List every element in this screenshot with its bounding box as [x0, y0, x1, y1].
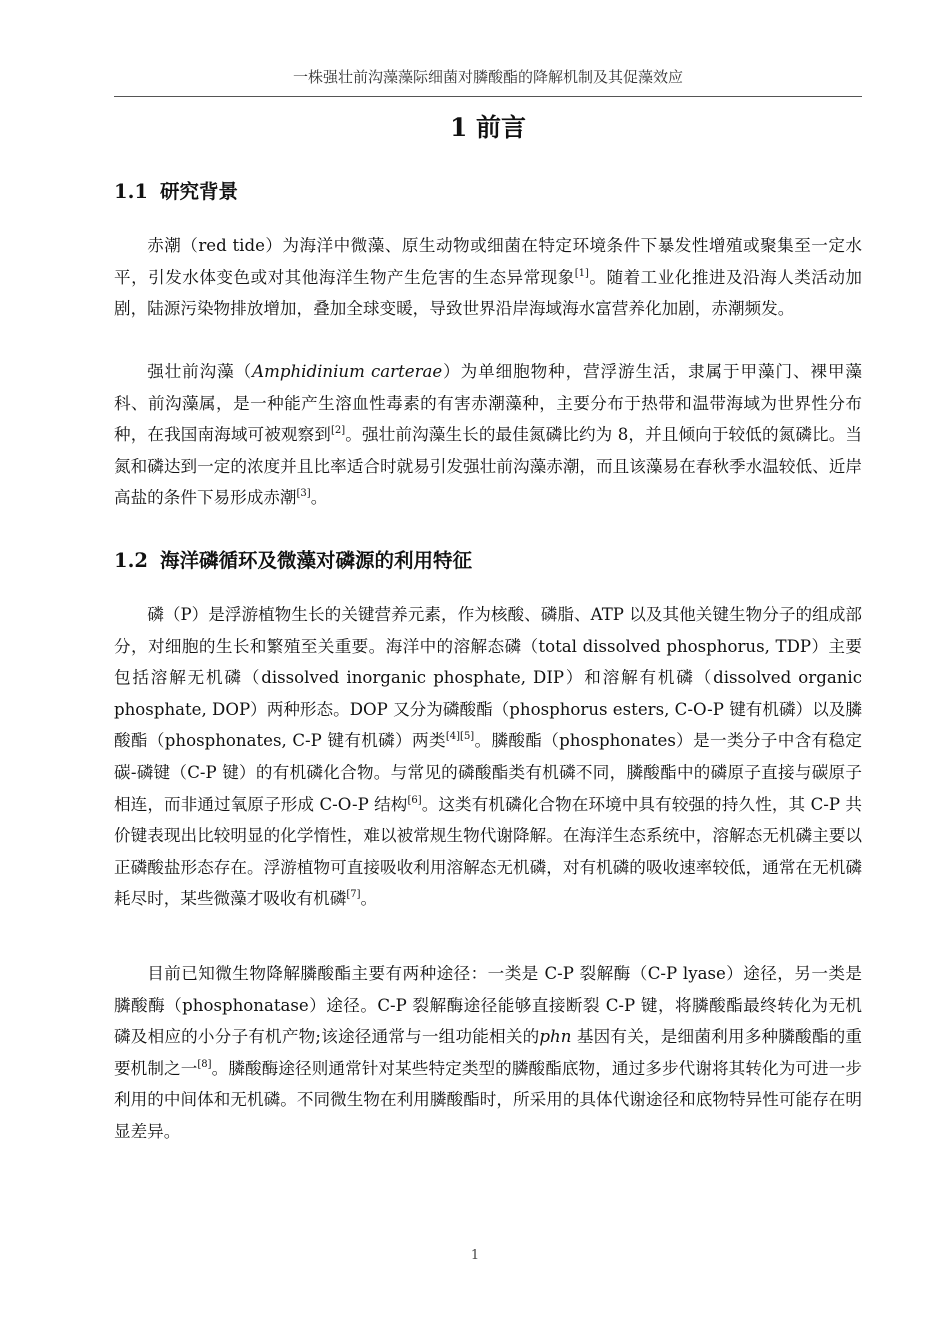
gene-name: phn: [539, 1027, 572, 1047]
header-divider: [114, 96, 862, 97]
paragraph-amphidinium: [114, 356, 862, 514]
paragraph-text: 赤潮（red tide）为海洋中微藻、原生动物或细菌在特定环境条件下暴发性增殖或聚集至一定水平，引发水体变色或对其他海洋生物产生危害的生态异常现象: [114, 236, 862, 287]
chapter-title: 1 前言: [449, 113, 527, 142]
species-name: Amphidinium carterae: [252, 362, 443, 381]
section-title: 海洋磷循环及微藻对磷源的利用特征: [159, 549, 472, 572]
section-number: 1.2: [114, 549, 148, 572]
paragraph-text: ）为单细胞物种，营浮游生活，隶属于甲藻门、裸甲藻科、前沟藻属，是一种能产生溶血性毒素的有害赤潮藻种，主要分布于热带和温带海域为世界性分布种，在我国南海域可被观察到: [114, 362, 863, 445]
citation: [3]: [296, 488, 311, 500]
section-heading-1-2: [114, 545, 472, 573]
paragraph-text: 。膦酸酯（phosphonates）是一类分子中含有稳定碳-磷键（C-P 键）的有机磷化合物。与常见的磷酸酯类有机磷不同，膦酸酯中的磷原子直接与碳原子相连，而非通过氧原子形成 C-O-P 结构: [114, 731, 862, 814]
paragraph-text: 基因有关，是细菌利用多种膦酸酯的重要机制之一: [114, 1027, 862, 1078]
running-header: 一株强壮前沟藻藻际细菌对膦酸酯的降解机制及其促藻效应: [292, 68, 683, 86]
paragraph-text: 。这类有机磷化合物在环境中具有较强的持久性，其 C-P 共价键表现出比较明显的化学惰性，难以被常规生物代谢降解。在海洋生态系统中，溶解态无机磷主要以正磷酸盐形态存在。浮游植物可直接吸收利用溶解态无机磷，对有机磷的吸收速率较低，通常在无机磷耗尽时，某些微藻才吸收有机磷: [114, 794, 862, 909]
paragraph-text: 。: [310, 488, 328, 508]
paragraph-text: 。随着工业化推进及沿海人类活动加剧，陆源污染物排放增加，叠加全球变暖，导致世界沿岸海域海水富营养化加剧，赤潮频发。: [114, 267, 863, 319]
paragraph-text: 。强壮前沟藻生长的最佳氮磷比约为 8，并且倾向于较低的氮磷比。当氮和磷达到一定的浓度并且比率适合时就易引发强壮前沟藻赤潮，而且该藻易在春秋季水温较低、近岸高盐的条件下易形成赤潮: [114, 425, 862, 508]
paragraph-text: 强壮前沟藻（: [147, 362, 253, 381]
paragraph-text: 。: [360, 889, 378, 909]
citation: [2]: [331, 425, 346, 437]
citation: [1]: [574, 267, 589, 279]
citation: [6]: [407, 794, 422, 806]
paragraph-text: 磷（P）是浮游植物生长的关键营养元素，作为核酸、磷脂、ATP 以及其他关键生物分子的组成部分，对细胞的生长和繁殖至关重要。海洋中的溶解态磷（total dissolved phosphorus, TDP）主要包括溶解无机磷（dissolved inorganic phosphate, DIP）和溶解有机磷（dissolved organic phosphate, DOP）两种形态。DOP 又分为磷酸酯（phosphorus esters, C-O-P 键有机磷）以及膦酸酯（phosphonates, C-P 键有机磷）两类: [114, 605, 862, 751]
section-title: 研究背景: [159, 180, 238, 203]
citation: [4][5]: [445, 731, 475, 743]
paragraph-phosphorus: [114, 599, 862, 915]
section-heading-1-1: [114, 176, 238, 204]
citation: [8]: [197, 1058, 212, 1070]
section-number: 1.1: [114, 180, 148, 203]
page-number: 1: [470, 1248, 480, 1263]
paragraph-red-tide: [114, 230, 862, 325]
paragraph-text: 。膦酸酶途径则通常针对某些特定类型的膦酸酯底物，通过多步代谢将其转化为可进一步利用的中间体和无机磷。不同微生物在利用膦酸酯时，所采用的具体代谢途径和底物特异性可能存在明显差异。: [114, 1058, 862, 1141]
paragraph-degradation-pathways: [114, 958, 862, 1148]
citation: [7]: [346, 889, 361, 901]
paragraph-text: 目前已知微生物降解膦酸酯主要有两种途径：一类是 C-P 裂解酶（C-P lyase）途径，另一类是膦酸酶（phosphonatase）途径。C-P 裂解酶途径能够直接断裂 C-P 键，将膦酸酯最终转化为无机磷及相应的小分子有机产物;该途径通常与一组功能相关的: [114, 964, 862, 1047]
